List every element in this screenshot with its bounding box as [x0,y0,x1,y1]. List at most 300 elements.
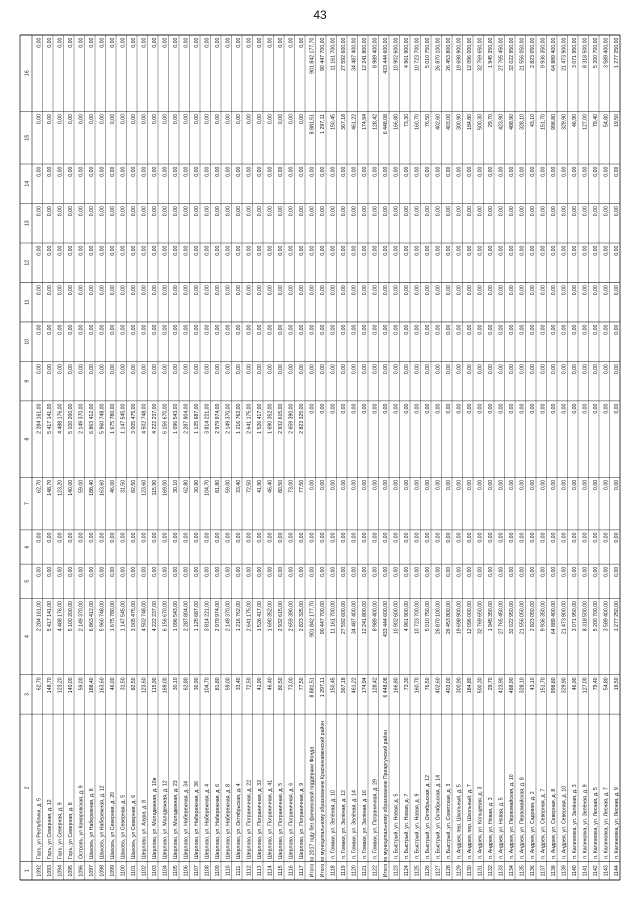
value-cell: 0,00 [225,532,232,543]
address-cell: п. Гомаки, ул. Зелёная, д. 12 [340,790,347,859]
value-cell: 0,00 [571,166,578,177]
value-cell: 10 902 600,00 [393,600,400,635]
row-number: 1123 [393,865,400,877]
value-cell: 0,00 [288,324,295,335]
value-cell: 0,00 [498,532,505,543]
value-cell: 0,00 [36,364,43,375]
value-cell: 0,00 [445,206,452,217]
value-cell: 0,00 [582,403,589,414]
value-cell: 0,00 [445,403,452,414]
value-cell: 0,00 [498,285,505,296]
value-cell: 0,00 [183,206,190,217]
value-cell: 0,00 [57,113,64,125]
value-cell: 0,00 [204,37,211,48]
value-cell: 0,00 [78,37,85,48]
value-cell: 41,90 [256,677,263,691]
value-cell: 9 936 350,00 [540,37,547,68]
value-cell: 0,00 [508,479,515,490]
value-cell: 0,00 [519,245,526,256]
value-cell: 169,00 [162,479,169,496]
row-number: 1114 [267,865,274,877]
value-cell: 0,00 [582,285,589,296]
value-cell: 46,40 [267,677,274,691]
value-cell: 0,00 [99,285,106,296]
value-cell: 0,00 [172,166,179,177]
value-cell: 0,00 [99,324,106,335]
row-number: 1101 [130,865,137,877]
value-cell: 500,30 [477,677,484,694]
value-cell: 0,00 [550,245,557,256]
value-cell: 1 675 780,00 [109,600,116,632]
value-cell: 0,00 [403,285,410,296]
address-cell: Шаховъ, ул Северная, д. 6 [130,794,137,859]
value-cell: 461,22 [351,677,358,694]
value-cell: 0,00 [613,166,620,177]
value-cell: 0,00 [424,532,431,543]
value-cell: 0,00 [267,285,274,296]
value-cell: 0,00 [550,479,557,490]
address-cell: п. Андрея, пер. Школьный, д. 5 [456,784,463,859]
value-cell: 0,00 [529,324,536,335]
value-cell: 0,00 [529,364,536,375]
row-number: 1102 [141,865,148,877]
value-cell: 0,00 [46,324,53,335]
value-cell: 0,00 [351,403,358,414]
value-cell: 2 149 370,00 [78,600,85,632]
value-cell: 0,00 [204,166,211,177]
value-cell: 0,00 [330,324,337,335]
value-cell: 0,00 [361,364,368,375]
row-number: 1133 [498,865,505,877]
value-cell: 0,00 [519,532,526,543]
value-cell: 0,00 [424,285,431,296]
total-cell: 433 444 600,00 [382,37,389,74]
value-cell: 0,00 [141,324,148,335]
total-cell: 0,00 [319,566,326,577]
value-cell: 0,00 [393,206,400,217]
value-cell: 0,00 [435,285,442,296]
value-cell: 0,00 [88,113,95,125]
value-cell: 0,00 [109,532,116,543]
row-number: 1107 [193,865,200,877]
value-cell: 0,00 [561,364,568,375]
value-cell: 0,00 [340,285,347,296]
value-cell: 0,00 [330,206,337,217]
value-cell: 0,00 [477,206,484,217]
value-cell: 1 690 352,00 [267,403,274,434]
total-cell: 8 881,51 [309,677,316,698]
value-cell: 0,00 [256,532,263,543]
value-cell: 0,00 [456,403,463,414]
address-cell: Горъ, ул Северная, д. 8 [67,802,74,859]
value-cell: 0,00 [445,532,452,543]
value-cell: 0,00 [592,403,599,414]
value-cell: 0,00 [393,532,400,543]
value-cell: 0,00 [519,206,526,217]
row-number: 1142 [592,865,599,877]
row-number: 1110 [225,865,232,877]
address-cell: п. Калиновка, ул. Зелёная, д. 3 [571,784,578,859]
address-cell: Шаховъ, ул Набережная, д. 8 [88,788,95,859]
row-number: 1092 [36,865,43,877]
address-cell: п. Калиновка, ул. Зелёная, д. 9 [582,784,589,859]
address-cell: п. Андрея, ул. Северная, д. 7 [540,788,547,859]
value-cell: 2 284 161,00 [36,600,43,632]
value-cell: 0,00 [78,245,85,256]
value-cell: 367,18 [340,113,347,130]
value-cell: 148,70 [46,479,53,496]
value-cell: 59,00 [225,677,232,691]
value-cell: 0,00 [613,206,620,217]
value-cell: 81,80 [214,479,221,493]
value-cell: 123,60 [141,677,148,694]
value-cell: 27 592 600,00 [340,600,347,635]
address-cell: Шаховъ, ул Северная, д. 20 [109,792,116,859]
value-cell: 0,00 [246,113,253,125]
value-cell: 0,00 [445,566,452,577]
total-cell: 0,00 [319,532,326,543]
value-cell: 0,00 [340,479,347,490]
value-cell: 0,00 [540,364,547,375]
column-header: 5 [24,579,31,583]
value-cell: 0,00 [361,245,368,256]
value-cell: 127,00 [582,677,589,694]
value-cell: 33,40 [235,479,242,493]
value-cell: 0,00 [235,285,242,296]
value-cell: 21 556 050,00 [519,600,526,635]
row-number: 1129 [456,865,463,877]
row-number: 1093 [46,865,53,877]
value-cell: 0,00 [214,113,221,125]
value-cell: 0,00 [162,566,169,577]
value-cell: 1 125 687,00 [193,403,200,434]
value-cell: 0,00 [435,566,442,577]
value-cell: 0,00 [414,403,421,414]
value-cell: 150,45 [330,677,337,694]
column-header: 15 [24,134,31,141]
total-label: Итого по муниципальному образованию Приаргунский район [382,729,389,878]
value-cell: 0,00 [120,113,127,125]
value-cell: 0,00 [67,113,74,125]
value-cell: 0,00 [214,166,221,177]
value-cell: 0,00 [46,166,53,177]
value-cell: 0,00 [193,532,200,543]
value-cell: 0,00 [225,166,232,177]
value-cell: 21 473 900,00 [561,37,568,71]
row-number: 1131 [477,865,484,877]
value-cell: 0,00 [162,113,169,125]
value-cell: 0,00 [561,532,568,543]
value-cell: 0,00 [529,166,536,177]
value-cell: 0,00 [330,285,337,296]
value-cell: 0,00 [561,403,568,414]
row-number: 1125 [414,865,421,877]
value-cell: 0,00 [393,566,400,577]
value-cell: 0,00 [351,324,358,335]
value-cell: 0,00 [67,285,74,296]
value-cell: 0,00 [393,245,400,256]
address-cell: Шерлово, ул. Набережная, д. 4 [204,783,211,859]
value-cell: 1 216 762,00 [235,403,242,434]
value-cell: 0,00 [540,566,547,577]
value-cell: 0,00 [424,479,431,490]
address-cell: Шерлово, ул. Набережная, д. 34 [183,781,190,859]
value-cell: 2 149 370,00 [225,403,232,434]
address-cell: п. Андрея, ул. Садовая, д. 2 [529,791,536,859]
row-number: 1134 [508,865,515,877]
value-cell: 0,00 [435,324,442,335]
value-cell: 163,60 [99,677,106,694]
value-cell: 0,00 [372,285,379,296]
value-cell: 0,00 [267,166,274,177]
value-cell: 300,90 [456,113,463,130]
value-cell: 0,00 [162,166,169,177]
total-cell: 0,00 [382,245,389,256]
value-cell: 0,00 [288,37,295,48]
value-cell: 1 690 352,00 [267,600,274,632]
value-cell: 0,00 [330,245,337,256]
value-cell: 0,00 [193,285,200,296]
value-cell: 0,00 [130,166,137,177]
row-number: 1119 [340,865,347,877]
value-cell: 0,00 [435,532,442,543]
value-cell: 0,00 [172,532,179,543]
value-cell: 0,00 [498,206,505,217]
value-cell: 0,00 [613,566,620,577]
value-cell: 0,00 [214,245,221,256]
value-cell: 0,00 [214,37,221,48]
value-cell: 0,00 [603,364,610,375]
value-cell: 0,00 [120,245,127,256]
value-cell: 0,00 [235,166,242,177]
value-cell: 0,00 [456,364,463,375]
value-cell: 151,70 [540,677,547,694]
total-cell: 0,00 [382,166,389,177]
value-cell: 0,00 [36,285,43,296]
value-cell: 0,00 [46,37,53,48]
value-cell: 5 100 200,00 [67,600,74,632]
value-cell: 0,00 [88,364,95,375]
value-cell: 166,80 [393,677,400,694]
value-cell: 0,00 [361,324,368,335]
value-cell: 0,00 [67,532,74,543]
row-number: 1124 [403,865,410,877]
value-cell: 0,00 [46,532,53,543]
value-cell: 2 149 370,00 [225,600,232,632]
value-cell: 0,00 [456,206,463,217]
value-cell: 77,50 [298,479,305,493]
value-cell: 0,00 [172,324,179,335]
value-cell: 184,80 [466,677,473,694]
value-cell: 0,00 [435,166,442,177]
value-cell: 0,00 [57,324,64,335]
total-cell: 0,00 [309,479,316,490]
address-cell: Шерлово, ул. Пограничная, д. 5 [277,782,284,859]
value-cell: 0,00 [183,37,190,48]
value-cell: 0,00 [277,113,284,125]
value-cell: 12 241 800,00 [361,600,368,635]
value-cell: 62,70 [36,677,43,691]
total-cell: 0,00 [319,479,326,490]
value-cell: 21 473 900,00 [561,600,568,635]
value-cell: 0,00 [403,245,410,256]
value-cell: 0,00 [456,324,463,335]
value-cell: 0,00 [267,324,274,335]
value-cell: 0,00 [519,166,526,177]
value-cell: 0,00 [67,324,74,335]
value-cell: 0,00 [519,566,526,577]
row-number: 1111 [235,865,242,876]
value-cell: 0,00 [603,324,610,335]
value-cell: 0,00 [130,113,137,125]
value-cell: 5 100 200,00 [67,403,74,434]
row-number: 1117 [298,865,305,877]
total-cell: 6 448,08 [382,113,389,135]
address-cell: Шерлово, ул. Набережная, д. 8 [225,783,232,859]
value-cell: 2 932 615,00 [277,600,284,632]
value-cell: 0,00 [88,566,95,577]
value-cell: 0,00 [109,245,116,256]
value-cell: 0,00 [477,285,484,296]
value-cell: 0,00 [571,532,578,543]
value-cell: 0,00 [57,532,64,543]
value-cell: 0,00 [393,479,400,490]
value-cell: 0,00 [141,37,148,48]
row-number: 1128 [445,865,452,877]
value-cell: 0,00 [109,206,116,217]
value-cell: 0,00 [235,364,242,375]
value-cell: 0,00 [151,206,158,217]
row-number: 1141 [582,865,589,877]
value-cell: 0,00 [571,566,578,577]
address-cell: п. Андрея, ул. Первомайская, д. 8 [519,777,526,859]
value-cell: 0,00 [487,166,494,177]
value-cell: 0,00 [561,566,568,577]
value-cell: 0,00 [414,245,421,256]
value-cell: 0,00 [193,166,200,177]
row-number: 1143 [603,865,610,877]
value-cell: 0,00 [109,324,116,335]
value-cell: 0,00 [582,364,589,375]
value-cell: 0,00 [109,285,116,296]
total-cell: 0,00 [382,479,389,490]
value-cell: 77,50 [298,677,305,691]
value-cell: 488,90 [508,113,515,130]
value-cell: 0,00 [361,479,368,490]
value-cell: 59,00 [78,677,85,691]
value-cell: 0,00 [298,166,305,177]
value-cell: 2 287 804,00 [183,600,190,632]
value-cell: 0,00 [162,285,169,296]
value-cell: 59,00 [225,479,232,493]
value-cell: 140,00 [67,677,74,694]
value-cell: 0,00 [183,113,190,125]
address-cell: Шерлово, ул. Набережная, д. 6 [214,783,221,859]
value-cell: 0,00 [550,285,557,296]
value-cell: 0,00 [141,113,148,125]
value-cell: 2 979 974,00 [214,600,221,632]
value-cell: 4 488 176,00 [57,403,64,434]
value-cell: 0,00 [561,324,568,335]
value-cell: 423,90 [498,677,505,694]
row-number: 1096 [78,865,85,877]
total-cell: 0,00 [319,166,326,177]
row-number: 1138 [550,865,557,877]
value-cell: 2 641 175,00 [246,600,253,632]
value-cell: 0,00 [88,532,95,543]
value-cell: 0,00 [246,166,253,177]
value-cell: 0,00 [204,324,211,335]
value-cell: 0,00 [193,113,200,125]
value-cell: 0,00 [424,324,431,335]
value-cell: 0,00 [508,364,515,375]
value-cell: 0,00 [235,532,242,543]
value-cell: 0,00 [120,566,127,577]
value-cell: 0,00 [130,37,137,48]
value-cell: 0,00 [529,532,536,543]
value-cell: 0,00 [172,285,179,296]
value-cell: 0,00 [214,532,221,543]
value-cell: 0,00 [151,324,158,335]
value-cell: 0,00 [403,324,410,335]
value-cell: 0,00 [613,532,620,543]
value-cell: 0,00 [172,245,179,256]
value-cell: 0,00 [235,566,242,577]
value-cell: 0,00 [445,324,452,335]
value-cell: 19 698 900,00 [456,600,463,635]
value-cell: 0,00 [36,532,43,543]
value-cell: 10 902 600,00 [393,37,400,71]
value-cell: 0,00 [414,206,421,217]
value-cell: 0,00 [393,403,400,414]
value-cell: 0,00 [46,285,53,296]
value-cell: 0,00 [540,285,547,296]
value-cell: 0,00 [592,206,599,217]
value-cell: 0,00 [277,245,284,256]
value-cell: 0,00 [225,566,232,577]
value-cell: 0,00 [141,206,148,217]
value-cell: 998,80 [550,113,557,130]
value-cell: 0,00 [67,364,74,375]
value-cell: 0,00 [372,166,379,177]
column-header: 13 [24,220,31,227]
value-cell: 0,00 [414,364,421,375]
value-cell: 9 936 350,00 [540,600,547,632]
value-cell: 328,10 [519,113,526,130]
value-cell: 0,00 [487,206,494,217]
value-cell: 0,00 [351,364,358,375]
total-cell: 8 881,51 [309,113,316,135]
value-cell: 0,00 [78,364,85,375]
value-cell: 29,70 [487,677,494,691]
value-cell: 0,00 [151,566,158,577]
value-cell: 0,00 [498,245,505,256]
value-cell: 0,00 [466,324,473,335]
address-cell: Шерлово, ул. Пограничная, д. 22 [246,779,253,859]
value-cell: 0,00 [613,324,620,335]
value-cell: 0,00 [57,364,64,375]
value-cell: 0,00 [235,113,242,125]
total-cell: 0,00 [309,206,316,217]
value-cell: 46,90 [571,113,578,127]
value-cell: 0,00 [256,245,263,256]
value-cell: 0,00 [477,403,484,414]
value-cell: 0,00 [193,206,200,217]
row-number: 1136 [529,865,536,877]
value-cell: 3 589 400,00 [603,37,610,68]
value-cell: 0,00 [561,206,568,217]
value-cell: 0,00 [246,37,253,48]
